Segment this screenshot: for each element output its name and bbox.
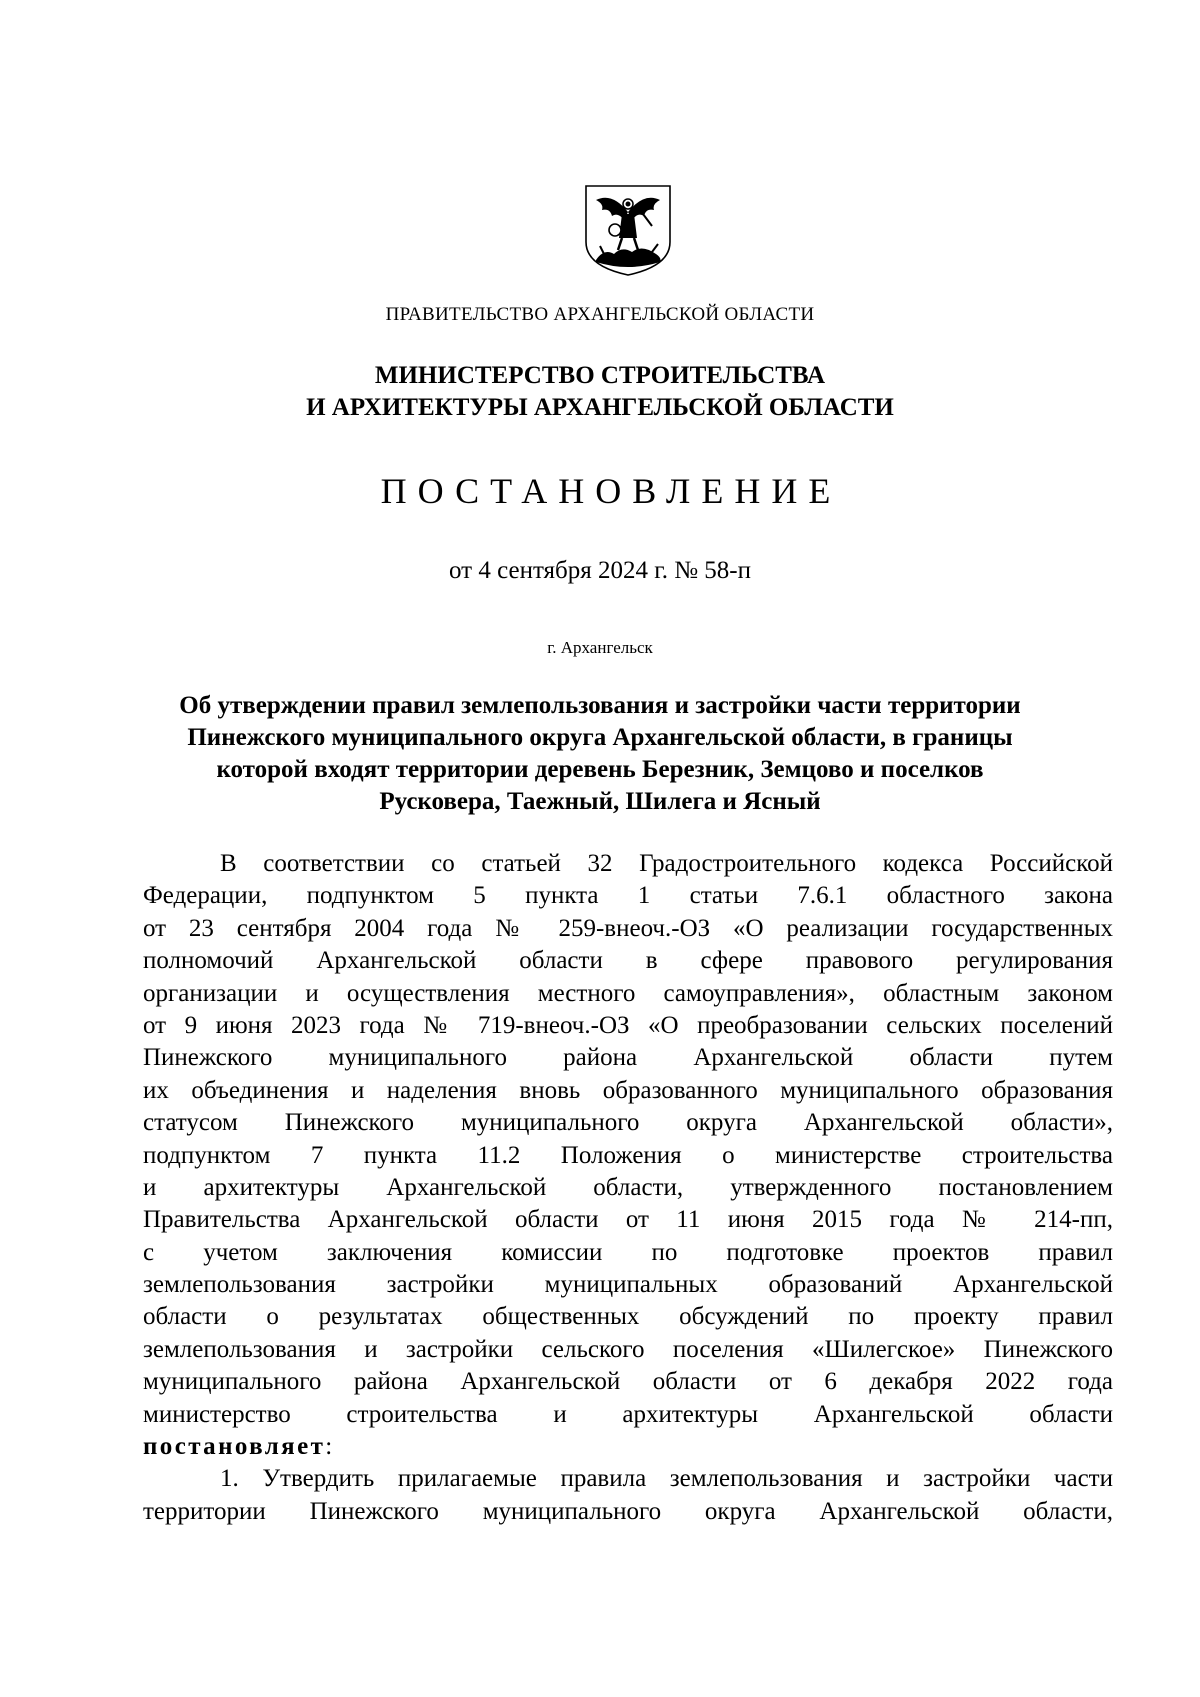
document-title <box>0 690 1200 818</box>
document-date-number: от 4 сентября 2024 г. № 58-п <box>448 557 752 584</box>
body-line: организации и осуществления местного самоуправления», областным законом <box>143 979 1113 1007</box>
body-line: подпунктом 7 пункта 11.2 Положения о министерстве строительства <box>143 1141 1113 1169</box>
body-line: Правительства Архангельской области от 11 июня 2015 года № 214-пп, <box>143 1206 1113 1234</box>
body-line: статусом Пинежского муниципального округа Архангельской области», <box>143 1109 1113 1137</box>
body-line: В соответствии со статьей 32 Градостроительного кодекса Российской <box>220 850 1113 877</box>
decree-colon: : <box>325 1433 333 1461</box>
ministry-line-2: И АРХИТЕКТУРЫ АРХАНГЕЛЬСКОЙ ОБЛАСТИ <box>306 394 894 421</box>
body-line: и архитектуры Архангельской области, утвержденного постановлением <box>143 1173 1113 1201</box>
decree-line <box>143 1431 1113 1463</box>
body-line: землепользования застройки муниципальных образований Архангельской <box>143 1271 1113 1299</box>
body-line: Пинежского муниципального района Архангельской области путем <box>143 1044 1113 1072</box>
coat-of-arms-icon <box>582 182 674 278</box>
item-1-line: территории Пинежского муниципального округа Архангельской области, <box>143 1497 1113 1525</box>
body-line: с учетом заключения комиссии по подготовке проектов правил <box>143 1238 1113 1266</box>
body-line: Федерации, подпунктом 5 пункта 1 статьи 7.6.1 областного закона <box>143 882 1113 910</box>
document-city: г. Архангельск <box>547 638 653 657</box>
body-line: полномочий Архангельской области в сфере правового регулирования <box>143 947 1113 975</box>
title-line: которой входят территории деревень Березник, Земцово и поселков <box>216 756 984 783</box>
body-line: министерство строительства и архитектуры Архангельской области <box>143 1400 1113 1428</box>
body-line: от 23 сентября 2004 года № 259-внеоч.-ОЗ «О реализации государственных <box>143 914 1113 942</box>
body-line: от 9 июня 2023 года № 719-внеоч.-ОЗ «О преобразовании сельских поселений <box>143 1011 1113 1039</box>
item-1-line: 1. Утвердить прилагаемые правила землепользования и застройки части <box>220 1465 1113 1493</box>
body-line: области о результатах общественных обсуждений по проекту правил <box>143 1303 1113 1331</box>
decree-word: постановляет <box>143 1433 326 1461</box>
title-line: Русковера, Таежный, Шилега и Ясный <box>379 788 821 815</box>
title-line: Пинежского муниципального округа Архангельской области, в границы <box>187 724 1013 751</box>
ministry-header <box>0 360 1200 424</box>
title-line: Об утверждении правил землепользования и застройки части территории <box>179 692 1021 719</box>
body-line: муниципального района Архангельской области от 6 декабря 2022 года <box>143 1368 1113 1396</box>
ministry-line-1: МИНИСТЕРСТВО СТРОИТЕЛЬСТВА <box>374 362 826 389</box>
document-body <box>143 848 1113 1528</box>
body-line: землепользования и застройки сельского поселения «Шилегское» Пинежского <box>143 1335 1113 1363</box>
document-type: ПОСТАНОВЛЕНИЕ <box>380 471 842 511</box>
government-header: ПРАВИТЕЛЬСТВО АРХАНГЕЛЬСКОЙ ОБЛАСТИ <box>385 304 815 325</box>
body-line: их объединения и наделения вновь образованного муниципального образования <box>143 1076 1113 1104</box>
